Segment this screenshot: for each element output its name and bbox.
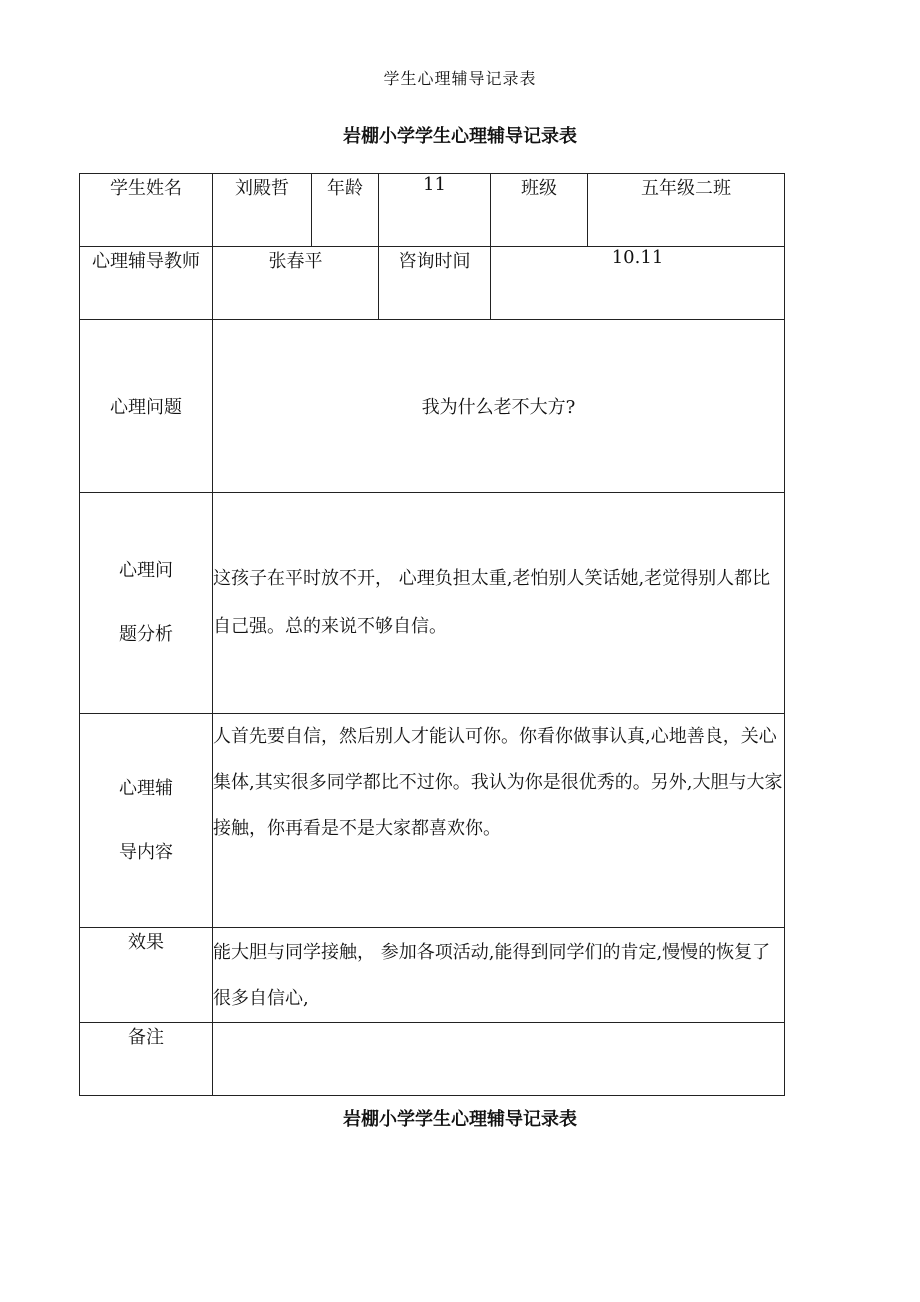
analysis-value: 这孩子在平时放不开， 心理负担太重,老怕别人笑话她,老觉得别人都比自己强。总的来说不够自信。 [213,493,785,714]
student-name-value: 刘殿哲 [213,174,312,247]
class-value: 五年级二班 [588,174,785,247]
consult-time-label: 咨询时间 [379,247,491,320]
table-row-content [80,714,785,928]
age-value: 11 [379,174,491,247]
form-title: 岩棚小学学生心理辅导记录表 [343,126,577,147]
analysis-label-line1: 心理问 [119,560,173,581]
remarks-label: 备注 [80,1023,213,1096]
content-value: 人首先要自信，然后别人才能认可你。你看你做事认真,心地善良，关心集体,其实很多同学都比不过你。我认为你是很优秀的。另外,大胆与大家接触，你再看是不是大家都喜欢你。 [213,714,785,928]
problem-value: 我为什么老不大方? [213,320,785,493]
teacher-value: 张春平 [213,247,379,320]
student-name-label: 学生姓名 [80,174,213,247]
effect-label: 效果 [80,928,213,1023]
remarks-value [213,1023,785,1096]
next-form-title: 岩棚小学学生心理辅导记录表 [343,1109,577,1130]
age-label: 年龄 [312,174,379,247]
counseling-record-table [79,173,785,1096]
consult-time-value: 10.11 [491,247,785,320]
effect-value: 能大胆与同学接触， 参加各项活动,能得到同学们的肯定,慢慢的恢复了很多自信心, [213,928,785,1023]
analysis-label [80,493,213,714]
table-row-analysis [80,493,785,714]
table-row-problem [80,320,785,493]
table-row-student-info [80,174,785,247]
content-label [80,714,213,928]
analysis-label-line2: 题分析 [119,624,173,645]
document-header: 学生心理辅导记录表 [383,69,537,88]
content-label-line2: 导内容 [119,841,173,863]
table-row-remarks [80,1023,785,1096]
problem-label: 心理问题 [80,320,213,493]
teacher-label: 心理辅导教师 [80,247,213,320]
class-label: 班级 [491,174,588,247]
table-row-teacher-info [80,247,785,320]
table-row-effect [80,928,785,1023]
content-label-line1: 心理辅 [119,777,173,799]
